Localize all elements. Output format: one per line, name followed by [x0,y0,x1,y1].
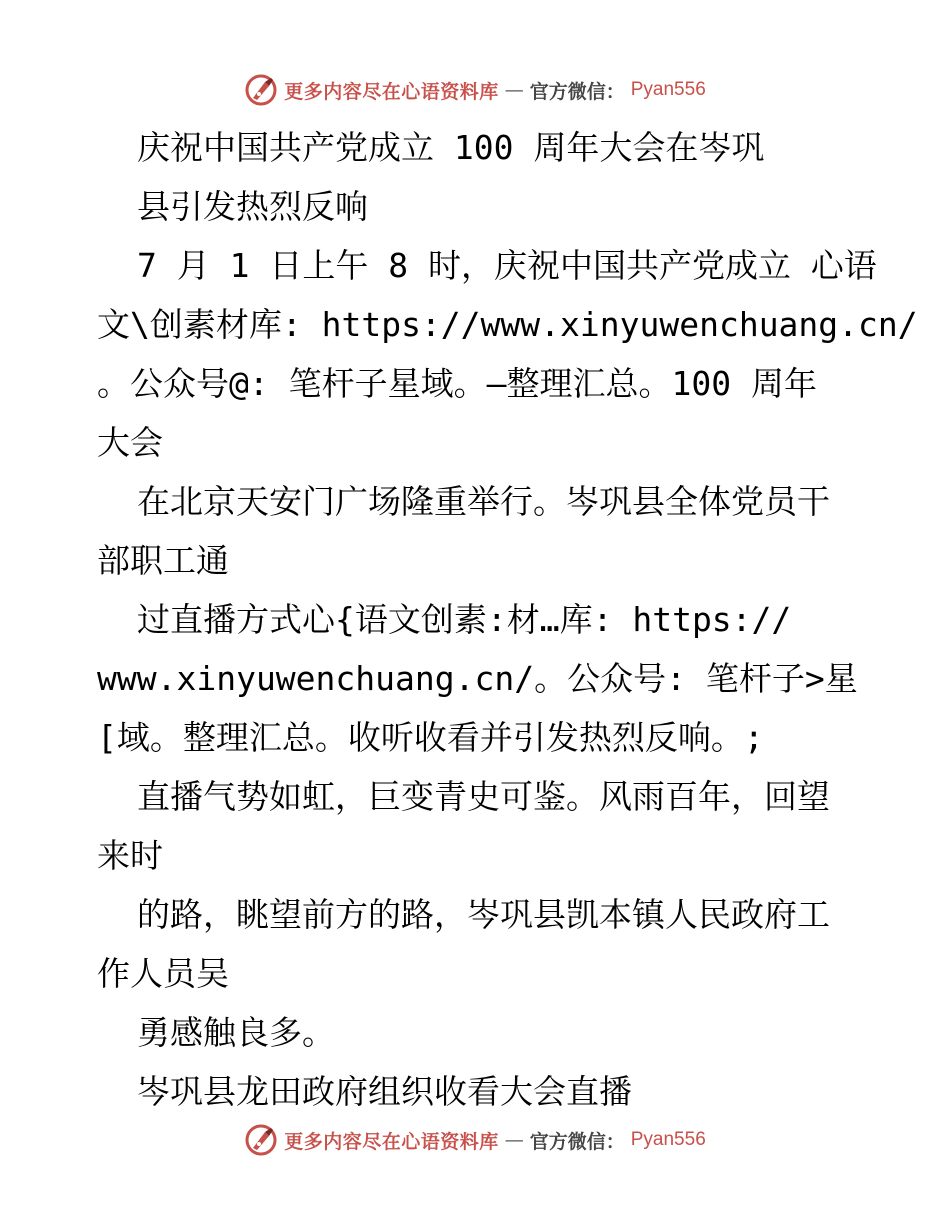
banner-separator: — [504,79,524,101]
doc-line: 县引发热烈反响 [137,187,368,226]
doc-line: 大会 [97,423,163,462]
doc-line: 庆祝中国共产党成立 100 周年大会在岑巩 [137,128,765,167]
doc-line: 在北京天安门广场隆重举行。岑巩县全体党员干 [137,482,830,521]
banner-contact-id: Pyan556 [630,1129,706,1150]
doc-line: 勇感触良多。 [137,1013,335,1052]
doc-line: [域。整理汇总。收听收看并引发热烈反响。; [97,718,764,757]
doc-line: 部职工通 [97,541,229,580]
banner-contact-id: Pyan556 [630,79,706,100]
doc-line: 来时 [97,836,163,875]
doc-line: 过直播方式心{语文创素:材…库: https:// [137,600,792,639]
banner-separator: — [504,1129,524,1151]
pen-nib-logo-icon [244,1123,278,1157]
doc-line: www.xinyuwenchuang.cn/。公众号: 笔杆子>星 [97,659,858,698]
footer-banner [0,1120,950,1160]
doc-line: 文\创素材库: https://www.xinyuwenchuang.cn/ [97,305,918,344]
doc-line: 的路，眺望前方的路，岑巩县凯本镇人民政府工 [137,895,830,934]
doc-line: 。公众号@: 笔杆子星域。—整理汇总。100 周年 [97,364,817,403]
banner-main-text: 更多内容尽在心语资料库 [284,80,499,103]
banner-main-text: 更多内容尽在心语资料库 [284,1130,499,1153]
pen-nib-logo-icon [244,73,278,107]
header-banner [0,70,950,110]
doc-line: 作人员吴 [97,954,229,993]
banner-contact-label: 官方微信： [529,80,625,103]
banner-contact-label: 官方微信： [529,1130,625,1153]
document-body [97,118,918,1121]
doc-line: 直播气势如虹，巨变青史可鉴。风雨百年，回望 [137,777,830,816]
doc-line: 7 月 1 日上午 8 时，庆祝中国共产党成立 心语 [137,246,877,285]
doc-line: 岑巩县龙田政府组织收看大会直播 [137,1072,632,1111]
